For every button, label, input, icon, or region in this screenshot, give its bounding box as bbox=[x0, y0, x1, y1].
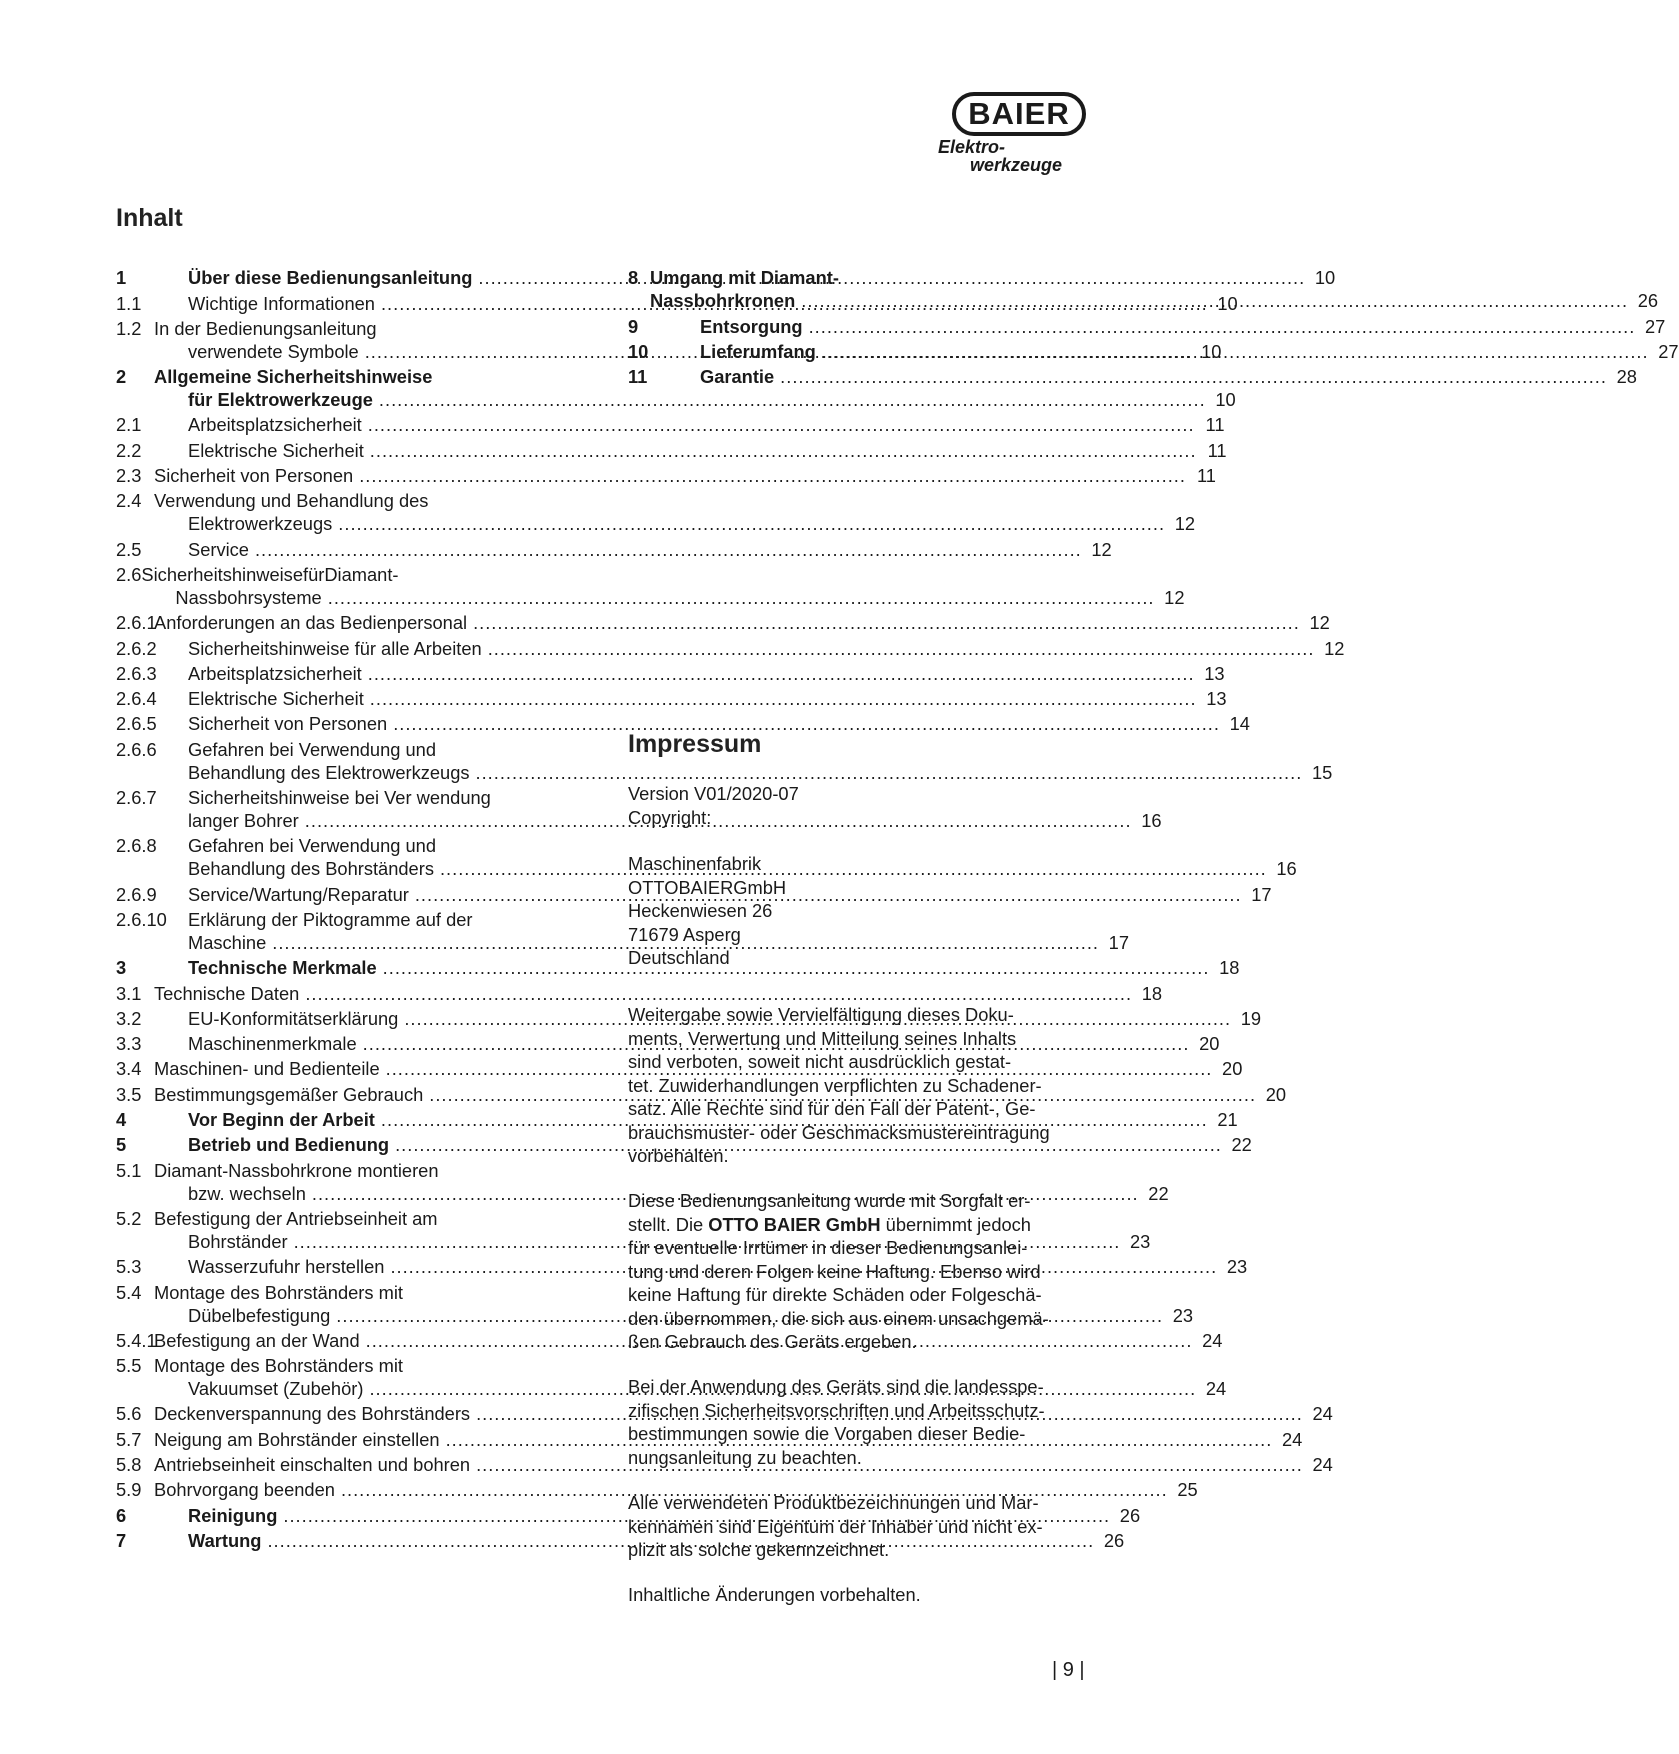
toc-entry-page: 25 bbox=[1177, 1479, 1198, 1501]
toc-entry[interactable] bbox=[628, 365, 1637, 388]
toc-entry-number: 5.8 bbox=[116, 1453, 142, 1475]
toc-entry-page: 12 bbox=[1174, 513, 1196, 535]
impressum-heading: Impressum bbox=[628, 730, 762, 758]
paragraph-line: Inhaltliche Änderungen vorbehalten. bbox=[628, 1584, 921, 1605]
toc-entry-title: Sicherheitshinweise bei Ver wendung bbox=[188, 787, 491, 809]
toc-entry-title: Deckenverspannung des Bohrständers bbox=[154, 1403, 471, 1425]
toc-leader-dots bbox=[476, 761, 1303, 784]
toc-entry-number: 8 bbox=[628, 267, 639, 289]
toc-entry-body bbox=[188, 687, 1227, 710]
impressum-paragraph-copyright bbox=[628, 1003, 1098, 1168]
toc-entry-page: 16 bbox=[1276, 858, 1297, 880]
toc-entry-line bbox=[154, 982, 1162, 1005]
toc-entry-line bbox=[188, 687, 1227, 710]
toc-entry-number: 3.2 bbox=[116, 1007, 142, 1029]
toc-entry-title: Anforderungen an das Bedienpersonal bbox=[154, 612, 468, 634]
toc-entry[interactable] bbox=[116, 687, 1227, 710]
toc-entry[interactable] bbox=[116, 712, 1250, 735]
toc-entry-page: 18 bbox=[1219, 957, 1240, 979]
toc-leader-dots bbox=[393, 712, 1220, 735]
toc-entry-page: 18 bbox=[1141, 982, 1163, 1004]
toc-entry-title: Umgang mit Diamant- bbox=[650, 267, 839, 289]
toc-entry-number: 3 bbox=[116, 957, 127, 979]
toc-entry-number: 3.3 bbox=[116, 1033, 142, 1055]
toc-entry-title: EU-Konformitätserklärung bbox=[188, 1007, 399, 1029]
toc-entry-title: Maschine bbox=[188, 931, 267, 953]
toc-entry-page: 24 bbox=[1312, 1453, 1333, 1475]
toc-entry-page: 26 bbox=[1119, 1504, 1141, 1526]
toc-entry-title: Neigung am Bohrständer einstellen bbox=[154, 1428, 440, 1450]
toc-entry-page: 24 bbox=[1282, 1428, 1303, 1450]
toc-entry-number: 5 bbox=[116, 1134, 127, 1156]
toc-entry-page: 15 bbox=[1311, 761, 1333, 783]
toc-entry-title: Garantie bbox=[700, 366, 775, 388]
toc-entry-page: 20 bbox=[1222, 1058, 1243, 1080]
toc-entry-number: 2.6.3 bbox=[116, 662, 157, 684]
toc-entry-page: 10 bbox=[1201, 340, 1222, 362]
toc-right-column bbox=[628, 264, 1679, 388]
toc-entry-number: 2.5 bbox=[116, 538, 142, 560]
toc-entry[interactable] bbox=[116, 538, 1112, 561]
toc-entry-number: 5.1 bbox=[116, 1159, 142, 1181]
toc-entry[interactable] bbox=[116, 439, 1227, 462]
paragraph-line: plizit als solche gekennzeichnet. bbox=[628, 1539, 890, 1560]
toc-entry[interactable] bbox=[116, 489, 1196, 535]
paragraph-line: ments, Verwertung und Mitteilung seines Inhalts bbox=[628, 1027, 1017, 1049]
toc-entry-title: Bestimmungsgemäßer Gebrauch bbox=[154, 1083, 424, 1105]
toc-leader-dots bbox=[379, 388, 1206, 411]
toc-entry-number: 2.2 bbox=[116, 439, 142, 461]
toc-entry-title: Befestigung an der Wand bbox=[154, 1329, 360, 1351]
toc-entry-body bbox=[154, 489, 1195, 535]
text-run: übernimmt jedoch bbox=[880, 1213, 1031, 1235]
toc-entry[interactable] bbox=[116, 662, 1225, 685]
toc-entry-number: 11 bbox=[628, 366, 648, 388]
toc-entry-line bbox=[188, 538, 1112, 561]
address-line: Deutschland bbox=[628, 947, 730, 968]
toc-entry-page: 16 bbox=[1141, 810, 1162, 832]
toc-entry-number: 2.6 bbox=[116, 563, 142, 585]
paragraph-line: nungsanleitung zu beachten. bbox=[628, 1446, 862, 1468]
toc-entry-title: Montage des Bohrständers mit bbox=[154, 1355, 403, 1377]
company-name: OTTO BAIER GmbH bbox=[708, 1213, 881, 1235]
logo-subtitle-2: werkzeuge bbox=[970, 155, 1063, 175]
toc-entry-page: 11 bbox=[1207, 439, 1227, 461]
toc-entry-line bbox=[188, 388, 1236, 411]
toc-leader-dots bbox=[822, 340, 1649, 363]
toc-entry-title: Maschinen- und Bedienteile bbox=[154, 1058, 380, 1080]
toc-entry-body bbox=[700, 365, 1637, 388]
paragraph-line: Bei der Anwendung des Geräts sind die landesspe- bbox=[628, 1376, 1044, 1397]
paragraph-line: satz. Alle Rechte sind für den Fall der Patent-, Ge- bbox=[628, 1098, 1036, 1119]
toc-leader-dots bbox=[809, 315, 1636, 338]
impressum-version-block bbox=[628, 782, 1098, 829]
toc-entry-title: Über diese Bedienungsanleitung bbox=[188, 267, 473, 289]
text-run: stellt. Die bbox=[628, 1213, 709, 1235]
toc-entry-number: 5.9 bbox=[116, 1479, 142, 1501]
address-line: Maschinenfabrik bbox=[628, 853, 762, 874]
baier-logo bbox=[930, 92, 1090, 178]
logo-name: BAIER bbox=[952, 92, 1086, 136]
toc-entry-line bbox=[700, 315, 1665, 338]
paragraph-line bbox=[628, 1213, 1098, 1237]
toc-entry-page: 13 bbox=[1206, 688, 1227, 710]
toc-entry-body bbox=[154, 611, 1330, 634]
logo-subtitle-1: Elektro- bbox=[938, 137, 1006, 157]
toc-entry-line bbox=[188, 512, 1195, 535]
toc-entry-page: 17 bbox=[1251, 883, 1272, 905]
toc-entry-number: 3.4 bbox=[116, 1058, 142, 1080]
paragraph-line: Diese Bedienungsanleitung wurde mit Sorgfalt er- bbox=[628, 1190, 1031, 1211]
toc-entry-title: Arbeitsplatzsicherheit bbox=[188, 414, 362, 436]
toc-entry-line bbox=[154, 1354, 1226, 1377]
toc-entry-title: Lieferumfang bbox=[700, 340, 816, 362]
toc-entry-title: Wichtige Informationen bbox=[188, 292, 375, 314]
toc-entry-title: Gefahren bei Verwendung und bbox=[188, 738, 437, 760]
toc-entry-page: 24 bbox=[1202, 1329, 1223, 1351]
toc-entry-line bbox=[188, 637, 1344, 660]
toc-entry[interactable] bbox=[116, 982, 1163, 1005]
address-line: 71679 Asperg bbox=[628, 923, 741, 945]
toc-leader-dots bbox=[370, 439, 1197, 462]
paragraph-line: kennamen sind Eigentum der Inhaber und nicht ex- bbox=[628, 1515, 1043, 1537]
toc-entry-body bbox=[188, 662, 1225, 685]
toc-leader-dots bbox=[368, 413, 1195, 436]
toc-entry-title: Bohrständer bbox=[188, 1230, 288, 1252]
toc-entry-number: 2.4 bbox=[116, 490, 142, 512]
toc-entry-number: 10 bbox=[628, 340, 649, 362]
toc-leader-dots bbox=[473, 611, 1300, 634]
toc-entry-title: Arbeitsplatzsicherheit bbox=[188, 662, 362, 684]
page-number: | 9 | bbox=[1052, 1659, 1085, 1681]
paragraph-line: brauchsmuster- oder Geschmacksmustereintragung bbox=[628, 1121, 1050, 1143]
toc-entry-body bbox=[188, 637, 1344, 660]
toc-entry-page: 12 bbox=[1164, 586, 1185, 608]
toc-entry-number: 2.6.5 bbox=[116, 713, 157, 735]
impressum-paragraph-liability bbox=[628, 1189, 1098, 1354]
toc-entry[interactable] bbox=[116, 611, 1330, 634]
toc-entry-line bbox=[650, 266, 1658, 289]
toc-entry-page: 26 bbox=[1637, 290, 1659, 312]
toc-entry-title: SicherheitshinweisefürDiamant- bbox=[141, 563, 399, 585]
toc-entry-title: Erklärung der Piktogramme auf der bbox=[188, 908, 473, 930]
toc-entry-number: 2.6.6 bbox=[116, 738, 157, 760]
toc-entry-number: 2.6.9 bbox=[116, 883, 157, 905]
paragraph-line: keine Haftung für direkte Schäden oder Folgeschä- bbox=[628, 1284, 1042, 1305]
toc-entry-line bbox=[188, 439, 1227, 462]
toc-entry-page: 27 bbox=[1645, 315, 1666, 337]
toc-entry-title: Befestigung der Antriebseinheit am bbox=[154, 1207, 438, 1229]
toc-entry-title: Elektrowerkzeugs bbox=[188, 513, 333, 535]
toc-entry-number: 5.6 bbox=[116, 1403, 142, 1425]
toc-entry-number: 2.1 bbox=[116, 414, 142, 436]
toc-entry-number: 2.6.10 bbox=[116, 908, 167, 930]
toc-entry-number: 1 bbox=[116, 267, 127, 289]
toc-entry-title: bzw. wechseln bbox=[188, 1182, 306, 1204]
toc-leader-dots bbox=[328, 586, 1155, 609]
toc-entry-line bbox=[154, 464, 1216, 487]
toc-entry-page: 21 bbox=[1217, 1109, 1238, 1131]
paragraph-line: tet. Zuwiderhandlungen verpflichten zu Schadener- bbox=[628, 1074, 1042, 1096]
toc-entry-title: In der Bedienungsanleitung bbox=[154, 317, 377, 339]
toc-leader-dots bbox=[305, 982, 1132, 1005]
impressum-paragraph-safety bbox=[628, 1375, 1098, 1469]
toc-entry-body bbox=[154, 464, 1216, 487]
paragraph-line: für eventuelle Irrtümer in dieser Bedienungsanlei- bbox=[628, 1237, 1028, 1258]
toc-entry-title: Elektrische Sicherheit bbox=[188, 688, 364, 710]
toc-entry[interactable] bbox=[116, 413, 1225, 436]
toc-entry-body bbox=[141, 563, 1184, 609]
toc-entry-title: für Elektrowerkzeuge bbox=[188, 389, 373, 411]
paragraph-line: sind verboten, soweit nicht ausdrücklich gestat- bbox=[628, 1051, 1012, 1072]
impressum-paragraph-changes bbox=[628, 1583, 1098, 1607]
toc-entry-number: 7 bbox=[116, 1529, 127, 1551]
toc-entry-page: 12 bbox=[1309, 612, 1330, 634]
paragraph-line: vorbehalten. bbox=[628, 1145, 729, 1166]
toc-entry-line bbox=[188, 413, 1225, 436]
toc-entry-body bbox=[700, 340, 1679, 363]
toc-entry-number: 3.1 bbox=[116, 982, 142, 1004]
toc-entry-line bbox=[141, 563, 1184, 586]
paragraph-line: tung und deren Folgen keine Haftung. Ebenso wird bbox=[628, 1260, 1041, 1282]
toc-entry-page: 11 bbox=[1196, 465, 1216, 487]
toc-entry[interactable] bbox=[116, 563, 1185, 609]
toc-entry-body bbox=[154, 982, 1162, 1005]
toc-entry-title: Allgemeine Sicherheitshinweise bbox=[154, 366, 433, 388]
toc-entry-title: Wasserzufuhr herstellen bbox=[188, 1256, 385, 1278]
toc-entry-title: Sicherheitshinweise für alle Arbeiten bbox=[188, 637, 482, 659]
toc-entry-title: Behandlung des Elektrowerkzeugs bbox=[188, 761, 470, 783]
toc-entry-line bbox=[188, 761, 1332, 784]
toc-entry-title: Service/Wartung/Reparatur bbox=[188, 883, 409, 905]
toc-entry-title: Behandlung des Bohrständers bbox=[188, 858, 434, 880]
toc-entry-number: 6 bbox=[116, 1504, 127, 1526]
toc-entry-title: Diamant-Nassbohrkrone montieren bbox=[154, 1159, 439, 1181]
toc-entry-title: Maschinenmerkmale bbox=[188, 1033, 357, 1055]
toc-entry-number: 2.6.8 bbox=[116, 835, 157, 857]
toc-entry-number: 3.5 bbox=[116, 1083, 142, 1105]
toc-entry-title: langer Bohrer bbox=[188, 810, 299, 832]
toc-entry[interactable] bbox=[116, 1478, 1198, 1501]
toc-leader-dots bbox=[359, 464, 1186, 487]
toc-entry-title: Montage des Bohrständers mit bbox=[154, 1281, 403, 1303]
toc-entry-number: 2.6.4 bbox=[116, 688, 157, 710]
toc-entry-number: 2.6.7 bbox=[116, 787, 157, 809]
toc-entry-page: 20 bbox=[1199, 1033, 1220, 1055]
toc-entry-title: Reinigung bbox=[188, 1504, 278, 1526]
toc-entry-page: 17 bbox=[1108, 931, 1130, 953]
toc-entry-body bbox=[188, 413, 1225, 436]
toc-entry-body bbox=[700, 315, 1665, 338]
toc-entry-title: Vakuumset (Zubehör) bbox=[188, 1378, 364, 1400]
toc-entry-title: Dübelbefestigung bbox=[188, 1304, 331, 1326]
toc-entry[interactable] bbox=[116, 637, 1345, 660]
toc-entry-title: Wartung bbox=[188, 1529, 262, 1551]
toc-entry-page: 14 bbox=[1229, 713, 1250, 735]
toc-entry-line bbox=[188, 662, 1225, 685]
toc-entry-line bbox=[154, 489, 1195, 512]
toc-entry-title: Betrieb und Bedienung bbox=[188, 1134, 390, 1156]
toc-entry-title: Verwendung und Behandlung des bbox=[154, 490, 429, 512]
toc-entry-page: 22 bbox=[1231, 1134, 1252, 1156]
address-line: OTTOBAIERGmbH bbox=[628, 876, 787, 898]
toc-entry[interactable] bbox=[116, 464, 1216, 487]
paragraph-line: Alle verwendeten Produktbezeichnungen und Mar- bbox=[628, 1492, 1039, 1513]
paragraph-line: bestimmungen sowie die Vorgaben dieser Bedie- bbox=[628, 1423, 1026, 1444]
impressum-paragraph-trademarks bbox=[628, 1491, 1098, 1562]
toc-entry-page: 24 bbox=[1205, 1378, 1227, 1400]
toc-entry-page: 26 bbox=[1103, 1529, 1125, 1551]
toc-entry-page: 12 bbox=[1324, 637, 1345, 659]
paragraph-line: Weitergabe sowie Vervielfältigung dieses Doku- bbox=[628, 1004, 1014, 1025]
address-line: Heckenwiesen 26 bbox=[628, 900, 773, 921]
toc-entry-number: 4 bbox=[116, 1109, 127, 1131]
toc-entry-line bbox=[154, 611, 1330, 634]
toc-entry-title: Elektrische Sicherheit bbox=[188, 439, 364, 461]
toc-entry[interactable] bbox=[628, 340, 1679, 363]
toc-entry-page: 19 bbox=[1240, 1007, 1262, 1029]
toc-entry-body bbox=[650, 266, 1658, 312]
paragraph-line: ßen Gebrauch des Geräts ergeben. bbox=[628, 1331, 917, 1352]
toc-entry-page: 23 bbox=[1172, 1304, 1194, 1326]
toc-entry-page: 11 bbox=[1205, 414, 1225, 436]
toc-entry-title: Service bbox=[188, 538, 249, 560]
toc-entry-number: 5.2 bbox=[116, 1207, 142, 1229]
toc-leader-dots bbox=[801, 289, 1628, 312]
toc-entry-number: 1.2 bbox=[116, 317, 142, 339]
toc-entry-number: 5.5 bbox=[116, 1355, 142, 1377]
toc-entry-title: Vor Beginn der Arbeit bbox=[188, 1109, 375, 1131]
impressum-version: Version V01/2020-07 bbox=[628, 783, 799, 804]
toc-leader-dots bbox=[255, 538, 1082, 561]
toc-entry-line bbox=[700, 365, 1637, 388]
toc-entry-title: Technische Daten bbox=[154, 982, 300, 1004]
toc-entry-body bbox=[188, 538, 1112, 561]
toc-entry-number: 2 bbox=[116, 366, 127, 388]
toc-entry-line bbox=[650, 289, 1658, 312]
toc-entry-number: 2.6.1 bbox=[116, 612, 157, 634]
toc-leader-dots bbox=[370, 687, 1197, 710]
impressum-copyright: Copyright: bbox=[628, 806, 712, 828]
toc-entry-page: 13 bbox=[1204, 662, 1225, 684]
toc-entry-number: 5.7 bbox=[116, 1428, 142, 1450]
toc-entry-number: 1.1 bbox=[116, 292, 142, 314]
toc-entry-line bbox=[103, 586, 1184, 609]
toc-entry-page: 23 bbox=[1130, 1230, 1151, 1252]
toc-entry-title: Gefahren bei Verwendung und bbox=[188, 835, 437, 857]
toc-entry-page: 10 bbox=[1314, 267, 1336, 289]
toc-entry-page: 10 bbox=[1215, 389, 1236, 411]
toc-entry-number: 5.3 bbox=[116, 1256, 142, 1278]
toc-entry-title: Nassbohrsysteme bbox=[175, 586, 322, 608]
toc-entry-page: 23 bbox=[1226, 1256, 1248, 1278]
impressum-address bbox=[628, 852, 1098, 970]
toc-entry-page: 12 bbox=[1091, 538, 1112, 560]
toc-entry[interactable] bbox=[628, 315, 1666, 338]
toc-entry-page: 24 bbox=[1312, 1403, 1333, 1425]
toc-heading: Inhalt bbox=[116, 204, 183, 232]
toc-entry-number: 5.4.1 bbox=[116, 1329, 157, 1351]
paragraph-line: zifischen Sicherheitsvorschriften und Arbeitsschutz- bbox=[628, 1399, 1045, 1421]
toc-entry-title: Entsorgung bbox=[700, 315, 803, 337]
toc-entry-page: 22 bbox=[1148, 1182, 1169, 1204]
toc-entry-title: Sicherheit von Personen bbox=[154, 465, 354, 487]
toc-leader-dots bbox=[338, 512, 1165, 535]
toc-leader-dots bbox=[368, 662, 1195, 685]
toc-entry-title: Technische Merkmale bbox=[188, 957, 377, 979]
toc-entry-line bbox=[700, 340, 1679, 363]
toc-entry-page: 27 bbox=[1658, 340, 1679, 362]
toc-leader-dots bbox=[780, 365, 1607, 388]
toc-entry-number: 9 bbox=[628, 315, 639, 337]
toc-leader-dots bbox=[488, 637, 1315, 660]
toc-entry-number: 5.4 bbox=[116, 1281, 142, 1303]
toc-entry-title: Antriebseinheit einschalten und bohren bbox=[154, 1453, 471, 1475]
paragraph-line: den übernommen, die sich aus einem unsachgemä- bbox=[628, 1307, 1049, 1329]
toc-entry-page: 20 bbox=[1265, 1083, 1287, 1105]
toc-entry-title: Nassbohrkronen bbox=[650, 290, 796, 312]
toc-entry-number: 2.6.2 bbox=[116, 637, 157, 659]
toc-entry-page: 10 bbox=[1217, 292, 1238, 314]
toc-entry-title: Sicherheit von Personen bbox=[188, 713, 388, 735]
toc-entry-title: Bohrvorgang beenden bbox=[154, 1479, 335, 1501]
toc-entry-number: 2.3 bbox=[116, 465, 142, 487]
toc-entry-title: verwendete Symbole bbox=[188, 340, 359, 362]
toc-entry-body bbox=[188, 439, 1227, 462]
toc-entry-page: 28 bbox=[1616, 366, 1637, 388]
